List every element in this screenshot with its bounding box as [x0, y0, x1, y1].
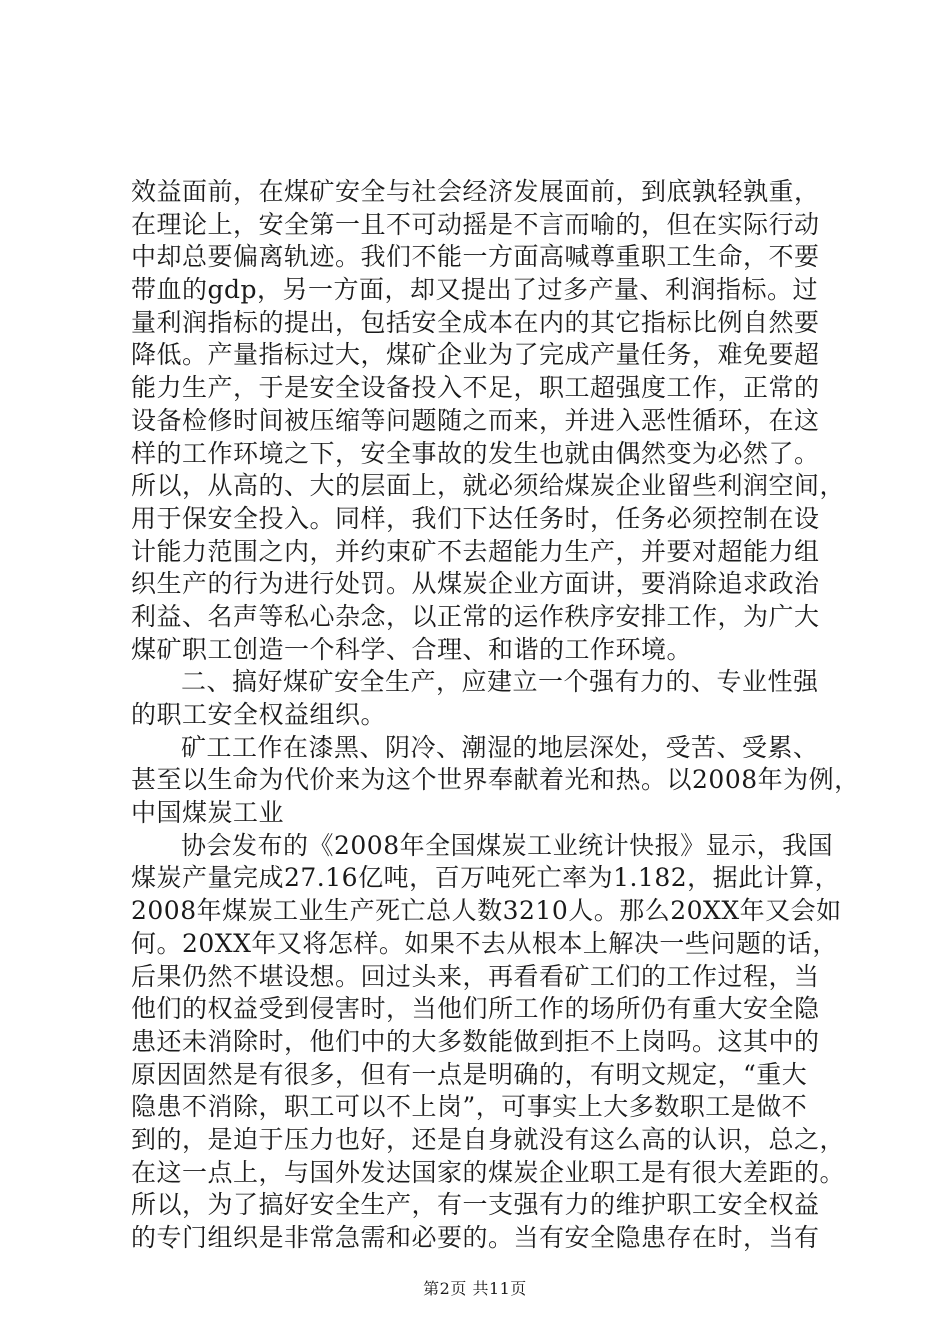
document-body — [131, 176, 860, 1255]
text-line: 原因固然是有很多，但有一点是明确的，有明文规定，“重大 — [131, 1059, 808, 1089]
text-line: 所以，从高的、大的层面上，就必须给煤炭企业留些利润空间， — [131, 471, 846, 501]
text-line: 在这一点上，与国外发达国家的煤炭企业职工是有很大差距的。 — [131, 1157, 846, 1187]
text-line: 何。20XX年又将怎样。如果不去从根本上解决一些问题的话， — [131, 928, 838, 958]
section-heading-line: 的职工安全权益组织。 — [131, 700, 387, 729]
text-line: 计能力范围之内，并约束矿不去超能力生产，并要对超能力组 — [131, 536, 820, 566]
page-number-footer: 第2页 共11页 — [423, 1279, 527, 1298]
text-line: 到的，是迫于压力也好，还是自身就没有这么高的认识，总之， — [131, 1124, 846, 1154]
text-line: 所以，为了搞好安全生产，有一支强有力的维护职工安全权益 — [131, 1190, 820, 1220]
section-heading-line: 二、搞好煤矿安全生产，应建立一个强有力的、专业性强 — [181, 667, 819, 697]
text-line: 隐患不消除，职工可以不上岗”，可事实上大多数职工是做不 — [131, 1092, 808, 1122]
text-line: 煤炭产量完成27.16亿吨，百万吨死亡率为1.182，据此计算， — [131, 863, 841, 893]
text-line: 样的工作环境之下，安全事故的发生也就由偶然变为必然了。 — [131, 438, 820, 468]
text-line: 带血的gdp，另一方面，却又提出了过多产量、利润指标。过 — [131, 275, 819, 305]
text-line: 甚至以生命为代价来为这个世界奉献着光和热。以2008年为例， — [131, 765, 860, 795]
text-line: 协会发布的《2008年全国煤炭工业统计快报》显示，我国 — [181, 830, 834, 860]
text-line: 量利润指标的提出，包括安全成本在内的其它指标比例自然要 — [131, 307, 820, 337]
text-line: 在理论上，安全第一且不可动摇是不言而喻的，但在实际行动 — [131, 209, 820, 239]
text-line: 他们的权益受到侵害时，当他们所工作的场所仍有重大安全隐 — [131, 994, 820, 1024]
text-line: 的专门组织是非常急需和必要的。当有安全隐患存在时，当有 — [131, 1223, 820, 1252]
text-line: 效益面前，在煤矿安全与社会经济发展面前，到底孰轻孰重， — [131, 177, 820, 206]
text-line: 利益、名声等私心杂念，以正常的运作秩序安排工作，为广大 — [131, 601, 820, 631]
text-line: 能力生产，于是安全设备投入不足，职工超强度工作，正常的 — [131, 373, 820, 403]
text-line: 织生产的行为进行处罚。从煤炭企业方面讲，要消除追求政治 — [131, 569, 820, 599]
text-line: 2008年煤炭工业生产死亡总人数3210人。那么20XX年又会如 — [131, 896, 842, 926]
text-line: 煤矿职工创造一个科学、合理、和谐的工作环境。 — [131, 634, 693, 664]
text-line: 中却总要偏离轨迹。我们不能一方面高喊尊重职工生命，不要 — [131, 242, 820, 272]
text-line: 用于保安全投入。同样，我们下达任务时，任务必须控制在设 — [131, 503, 820, 533]
text-line: 降低。产量指标过大，煤矿企业为了完成产量任务，难免要超 — [131, 340, 820, 370]
text-line: 后果仍然不堪设想。回过头来，再看看矿工们的工作过程，当 — [131, 961, 820, 991]
text-line: 设备检修时间被压缩等问题随之而来，并进入恶性循环，在这 — [131, 405, 820, 435]
text-line: 患还未消除时，他们中的大多数能做到拒不上岗吗。这其中的 — [131, 1026, 820, 1056]
text-line: 矿工工作在漆黑、阴冷、潮湿的地层深处，受苦、受累、 — [181, 732, 819, 762]
text-line: 中国煤炭工业 — [131, 798, 285, 828]
